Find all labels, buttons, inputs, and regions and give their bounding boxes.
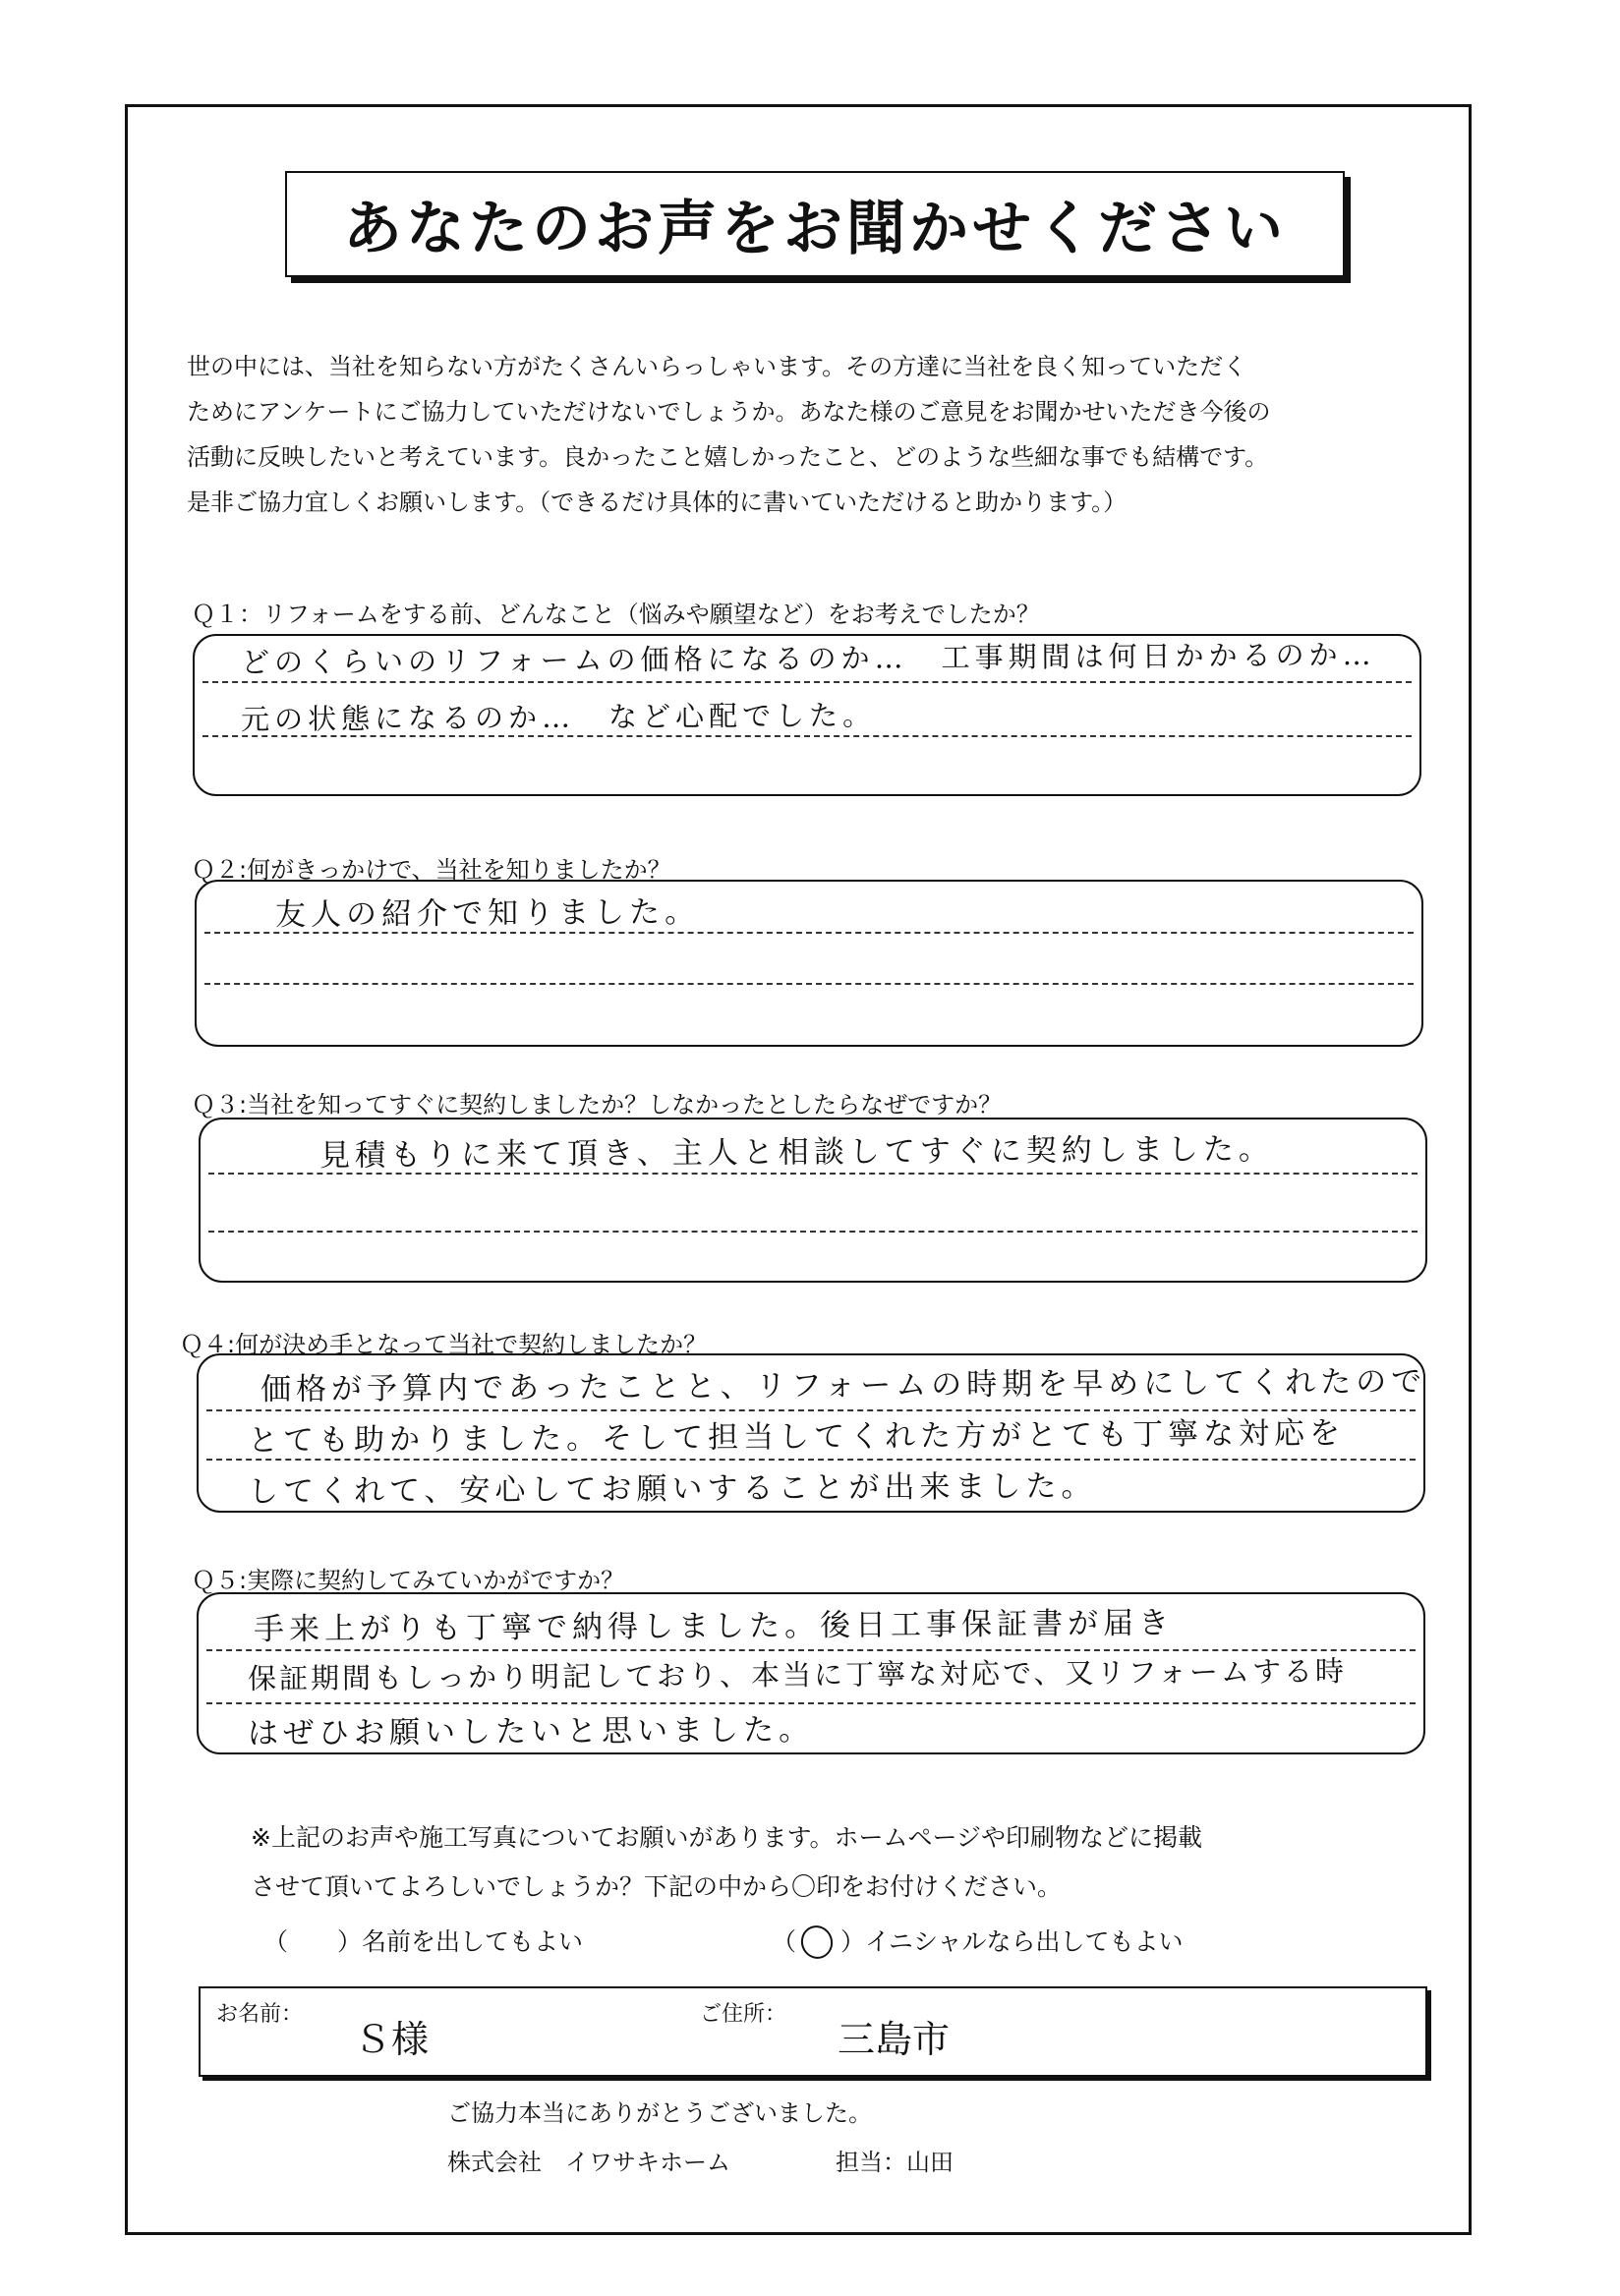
question-2-label: Ｑ２:何がきっかけで、当社を知りましたか？ <box>192 856 671 884</box>
staff-name: 担当：山田 <box>836 2149 954 2176</box>
question-5-label: Ｑ５:実際に契約してみていかがですか？ <box>192 1567 625 1594</box>
answer-1-line-1: どのくらいのリフォームの価格になるのか… 工事期間は何日かかるのか… <box>240 637 1376 679</box>
address-label: ご住所： <box>700 2002 787 2027</box>
dashed-line <box>204 983 1414 985</box>
option-name-ok[interactable]: （ ）名前を出してもよい <box>263 1927 584 1956</box>
name-value: Ｓ様 <box>354 2018 430 2061</box>
intro-text <box>187 344 1455 525</box>
answer-5-line-3: はぜひお願いしたいと思いました。 <box>247 1711 815 1751</box>
dashed-line <box>208 1231 1418 1233</box>
answer-3-line-1: 見積もりに来て頂き、主人と相談してすぐに契約しました。 <box>318 1131 1274 1174</box>
intro-line: ためにアンケートにご協力していただけないでしょうか。あなた様のご意見をお聞かせいただき今後の <box>187 398 1271 426</box>
dashed-line <box>206 1459 1416 1461</box>
answer-5-line-2: 保証期間もしっかり明記しており、本当に丁寧な対応で、又リフォームする時 <box>247 1654 1348 1695</box>
consent-note-line-1: ※上記のお声や施工写真についてお願いがあります。ホームページや印刷物などに掲載 <box>251 1823 1202 1852</box>
answer-4-line-1: 価格が予算内であったことと、リフォームの時期を早めにしてくれたので <box>260 1363 1427 1407</box>
intro-line: 活動に反映したいと考えています。良かったこと嬉しかったこと、どのような些細な事でも結構です。 <box>187 443 1269 471</box>
name-label: お名前： <box>216 2002 304 2027</box>
option-initial-open[interactable]: （ <box>772 1927 797 1956</box>
intro-line: 是非ご協力宜しくお願いします。（できるだけ具体的に書いていただけると助かります。） <box>187 488 1128 516</box>
answer-2-line-1: 友人の紹介で知りました。 <box>274 893 701 933</box>
dashed-line <box>202 681 1412 683</box>
answer-1-line-2: 元の状態になるのか… など心配でした。 <box>240 698 877 736</box>
page-title: あなたのお声をお聞かせください <box>343 195 1287 263</box>
company-name: 株式会社 イワサキホーム <box>447 2149 730 2176</box>
answer-4-line-3: してくれて、安心してお願いすることが出来ました。 <box>247 1467 1097 1510</box>
intro-line: 世の中には、当社を知らない方がたくさんいらっしゃいます。その方達に当社を良く知っていただく <box>187 353 1247 380</box>
title-box <box>285 171 1345 277</box>
question-4-label: Ｑ４:何が決め手となって当社で契約しましたか？ <box>180 1331 708 1358</box>
thanks-text: ご協力本当にありがとうございました。 <box>447 2099 872 2127</box>
address-value: 三島市 <box>838 2018 951 2061</box>
answer-4-line-2: とても助かりました。そして担当してくれた方がとても丁寧な対応を <box>247 1415 1346 1459</box>
question-1-label: Ｑ１：リフォームをする前、どんなこと（悩みや願望など）をお考えでしたか？ <box>192 601 1040 628</box>
question-3-label: Ｑ３:当社を知ってすぐに契約しましたか？しなかったとしたらなぜですか？ <box>192 1091 1003 1119</box>
consent-note-line-2: させて頂いてよろしいでしょうか？下記の中から〇印をお付けください。 <box>251 1872 1063 1901</box>
option-initial-ok[interactable]: ）イニシャルなら出してもよい <box>840 1927 1184 1956</box>
answer-5-line-1: 手来上がりも丁寧で納得しました。後日工事保証書が届き <box>253 1605 1175 1647</box>
